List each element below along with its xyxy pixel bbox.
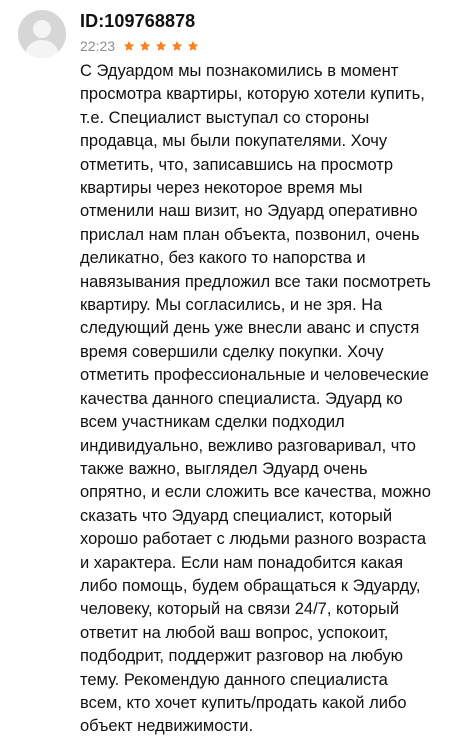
star-icon [123, 40, 135, 52]
star-icon [155, 40, 167, 52]
user-id[interactable]: ID:109768878 [80, 11, 196, 31]
avatar[interactable] [18, 10, 66, 58]
star-icon [171, 40, 183, 52]
star-icon [187, 40, 199, 52]
user-placeholder-icon [18, 10, 66, 58]
review-meta [80, 37, 456, 55]
review-text: С Эдуардом мы познакомились в момент просмотра квартиры, которую хотели купить, т.е. Специалист выступал со стороны продавца, мы были покупателями. Хочу отметить, что, записавшись на просмотр квартиры через некоторое время мы отменили наш визит, но Эдуард оперативно прислал нам план объекта, позвонил, очень деликатно, без какого то напорства и навязывания предложил все таки посмотреть квартиру. Мы согласились, и не зря. На следующий день уже внесли аванс и спустя время совершили сделку покупки. Хочу отметить профессиональные и человеческие качества данного специалиста. Эдуард ко всем участникам сделки подходил индивидуально, вежливо разговаривал, что также важно, выглядел Эдуард очень опрятно, и если сложить все качества, можно сказать что Эдуард специалист, который хорошо работает с людьми разного возраста и характера. Если нам понадобится какая либо помощь, будем обращаться к Эдуарду, человеку, который на связи 24/7, который ответит на любой ваш вопрос, успокоит, подбодрит, поддержит разговор на любую тему. Рекомендую данного специалиста всем, кто хочет купить/продать какой либо объект недвижимости. [80, 62, 431, 736]
rating-stars [123, 40, 199, 52]
star-icon [139, 40, 151, 52]
review-header [80, 10, 456, 55]
review-time: 22:23 [80, 38, 116, 54]
